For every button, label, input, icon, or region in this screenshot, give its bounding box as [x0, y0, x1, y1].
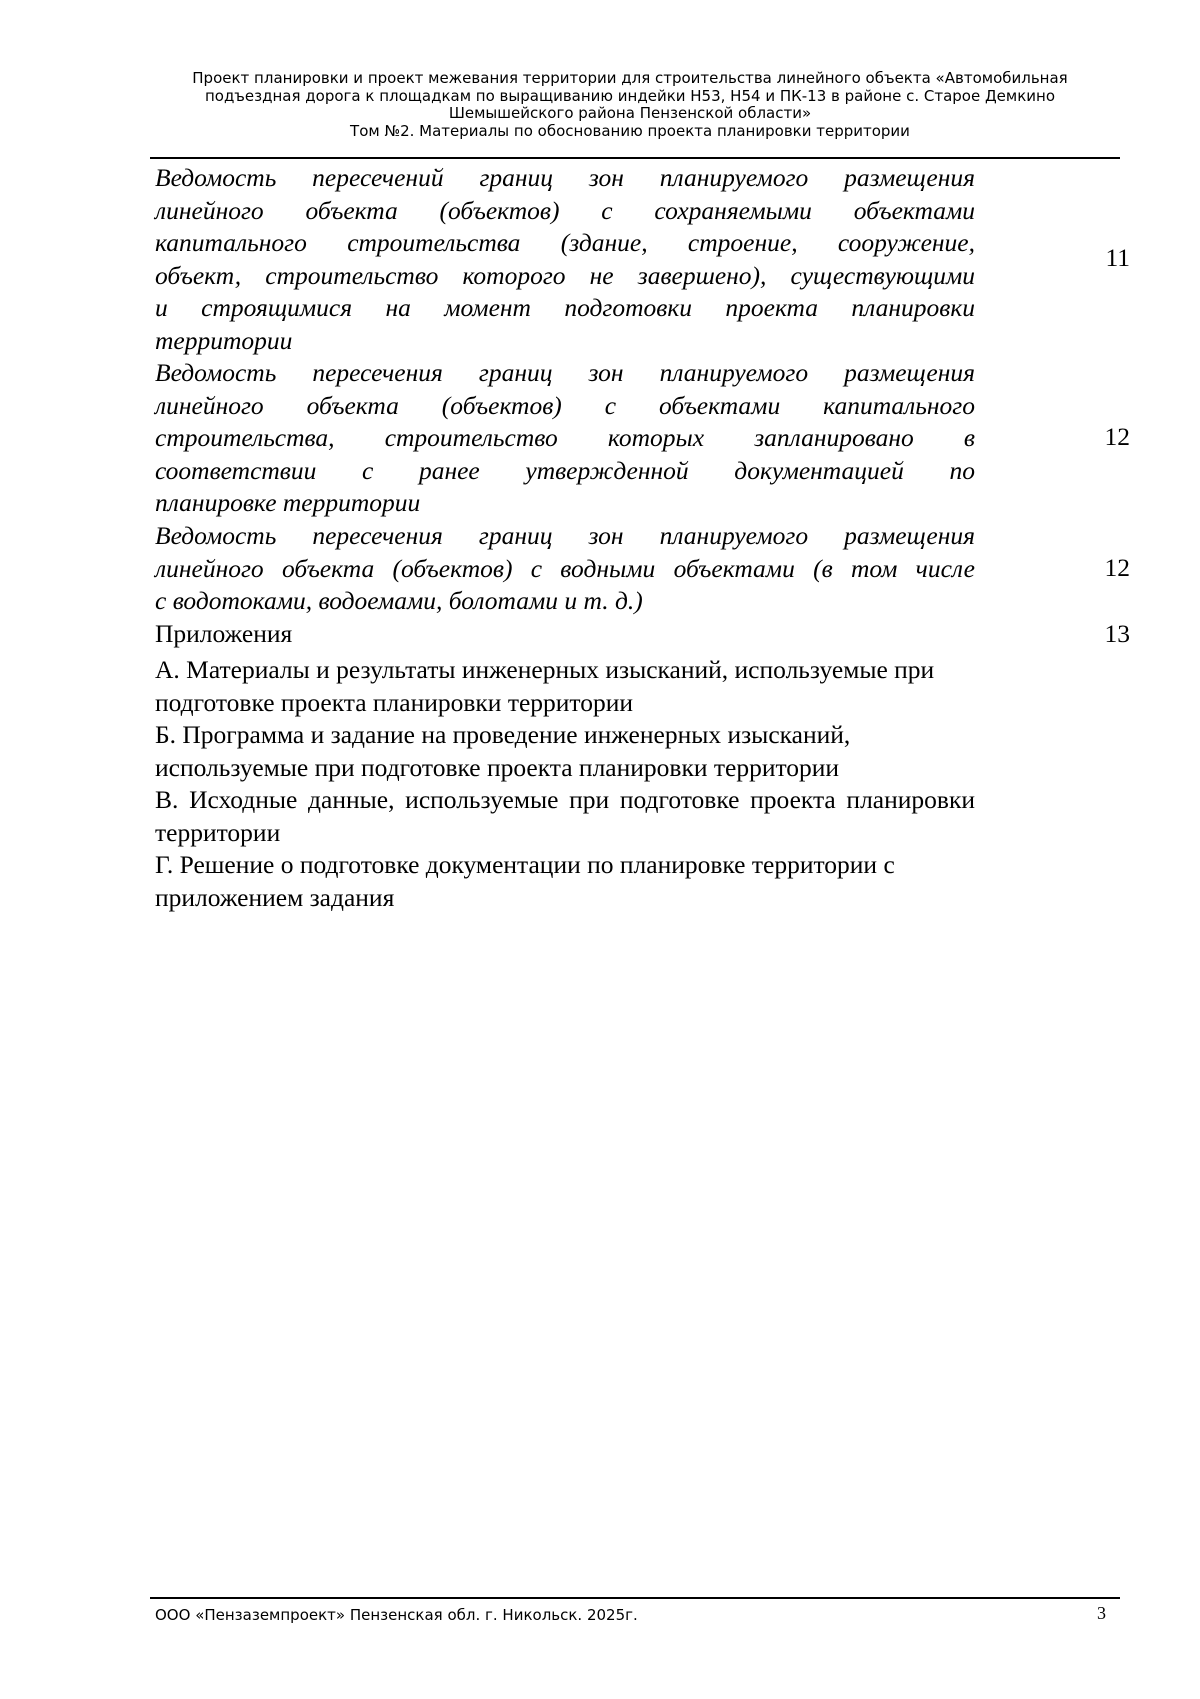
header-divider [150, 157, 1120, 159]
toc-entry-2 [155, 357, 975, 520]
toc-entry-1-line-6: территории [155, 325, 293, 355]
toc-entry-2-line-2: линейного объекта (объектов) с объектами капитального [155, 390, 975, 420]
appendix-item-g: Г. Решение о подготовке документации по планировке территории с приложением задания [155, 850, 895, 912]
footer-divider [150, 1597, 1120, 1599]
header-line-4: Том №2. Материалы по обоснованию проекта планировки территории [350, 121, 910, 140]
appendix-title: Приложения [155, 619, 293, 648]
footer-page-number: 3 [1097, 1603, 1106, 1623]
toc-entry-1-line-1: Ведомость пересечений границ зон планируемого размещения [155, 163, 975, 192]
toc-entry-3-line-2: линейного объекта (объектов) с водными объектами (в том числе [155, 553, 975, 583]
toc-entry-2-line-1: Ведомость пересечения границ зон планируемого размещения [155, 358, 975, 387]
toc-entry-1 [155, 162, 975, 357]
toc-entry-1-page: 11 [1105, 243, 1130, 272]
toc-entry-2-page: 12 [1104, 422, 1130, 451]
toc-entry-1-line-4: объект, строительство которого не завершено), существующими [155, 260, 975, 290]
footer-organization: ООО «Пензаземпроект» Пензенская обл. г. Никольск. 2025г. [155, 1606, 638, 1624]
toc-entry-3-line-3: с водотоками, водоемами, болотами и т. д.) [155, 586, 643, 615]
toc-entry-1-line-3: капитального строительства (здание, строение, сооружение, [155, 228, 975, 257]
appendix-item-b: Б. Программа и задание на проведение инженерных изысканий, используемые при подготовке проекта планировки территории [155, 720, 851, 782]
toc-entry-1-line-2: линейного объекта (объектов) с сохраняемыми объектами [155, 195, 975, 225]
header-line-3: Шемышейского района Пензенской области» [448, 104, 812, 122]
document-header [150, 70, 1110, 140]
toc-entry-3-page: 12 [1104, 553, 1130, 582]
toc-entry-3-line-1: Ведомость пересечения границ зон планируемого размещения [155, 521, 975, 550]
toc-entry-2-line-4: соответствии с ранее утвержденной документацией по [155, 455, 975, 485]
header-line-1: Проект планировки и проект межевания территории для строительства линейного объекта «Автомобильная [192, 69, 1068, 87]
appendix-item-v: В. Исходные данные, используемые при подготовке проекта планировки территории [155, 785, 975, 847]
toc-entry-1-line-5: и строящимися на момент подготовки проекта планировки [155, 293, 975, 322]
appendix-page: 13 [1104, 619, 1130, 648]
toc-entry-2-line-3: строительства, строительство которых запланировано в [155, 423, 975, 452]
toc-entry-2-line-5: планировке территории [155, 488, 421, 517]
header-line-2: подъездная дорога к площадкам по выращиванию индейки Н53, Н54 и ПК-13 в районе с. Старое Демкино [204, 86, 1056, 105]
toc-entry-3 [155, 520, 975, 618]
appendix-item-a: А. Материалы и результаты инженерных изысканий, используемые при подготовке проекта планировки территории [155, 655, 935, 717]
